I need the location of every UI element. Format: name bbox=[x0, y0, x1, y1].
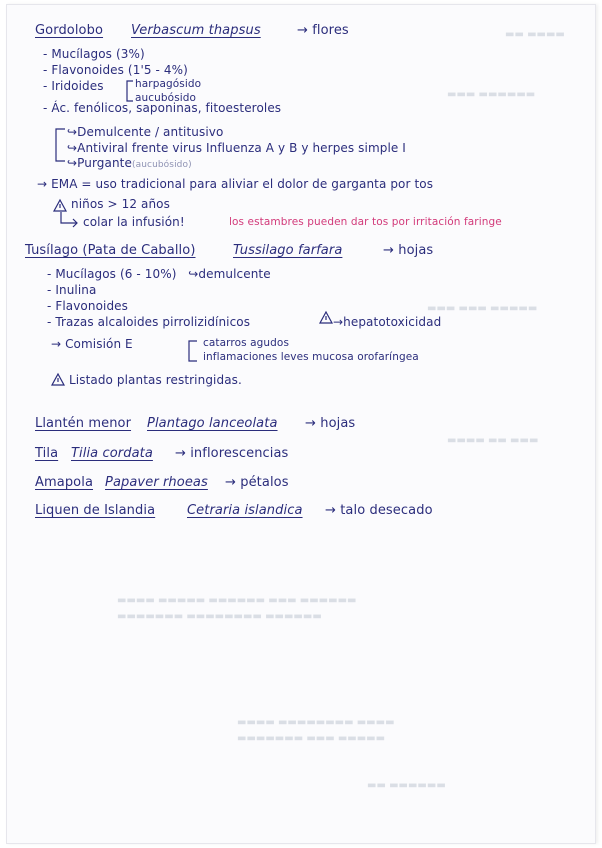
warning-triangle-icon bbox=[51, 373, 65, 386]
mucilagos-action: demulcente bbox=[198, 267, 271, 281]
gordolobo-component: - Ác. fenólicos, saponinas, fitoesteroles bbox=[43, 101, 282, 115]
plant-latin: Cetraria islandica bbox=[187, 503, 303, 518]
iridoides-bracket bbox=[125, 79, 135, 103]
gordolobo-action: ↪Demulcente / antitusivo bbox=[67, 125, 224, 139]
gordolobo-action-text: Antiviral frente virus Influenza A y B y herpes simple I bbox=[77, 141, 406, 155]
gordolobo-latin: Verbascum thapsus bbox=[131, 23, 261, 38]
tusilago-component: - Mucílagos (6 - 10%) ↪demulcente bbox=[47, 267, 271, 281]
tusilago-part: → hojas bbox=[383, 243, 434, 258]
hepatotoxicity-text: hepatotoxicidad bbox=[343, 315, 442, 329]
gordolobo-action: ↪Purgante(aucubósido) bbox=[67, 156, 192, 170]
children-note: niños > 12 años bbox=[71, 197, 170, 211]
notebook-page bbox=[6, 4, 596, 844]
warning-triangle-icon bbox=[319, 311, 333, 324]
gordolobo-component: - Iridoides bbox=[43, 79, 104, 93]
plant-part: → inflorescencias bbox=[175, 446, 289, 461]
infusion-note: colar la infusión! bbox=[83, 215, 185, 229]
iridoides-sub: harpagósido bbox=[135, 78, 202, 90]
bleed-through-text: ▬▬▬ ▬▬▬ ▬▬▬▬▬ bbox=[427, 303, 538, 314]
plant-name: Llantén menor bbox=[35, 416, 132, 431]
gordolobo-name: Gordolobo bbox=[35, 23, 104, 38]
gordolobo-component: - Flavonoides (1'5 - 4%) bbox=[43, 63, 188, 77]
bleed-through-text: ▬▬ ▬▬▬▬ bbox=[505, 29, 565, 40]
plant-part: → talo desecado bbox=[325, 503, 433, 518]
restricted-list-note: Listado plantas restringidas. bbox=[69, 373, 242, 387]
gordolobo-ema: → EMA = uso tradicional para aliviar el dolor de garganta por tos bbox=[37, 177, 434, 191]
comision-label: → Comisión E bbox=[51, 337, 133, 351]
gordolobo-action-text: Purgante bbox=[77, 156, 132, 170]
bleed-through-text: ▬▬▬▬ ▬▬▬▬▬ ▬▬▬▬▬▬ ▬▬▬ ▬▬▬▬▬▬ bbox=[117, 595, 357, 606]
bleed-through-text: ▬▬ ▬▬▬▬▬▬ bbox=[367, 780, 446, 791]
iridoides-sub: aucubósido bbox=[135, 92, 197, 104]
plant-name: Amapola bbox=[35, 475, 94, 490]
tusilago-component: - Flavonoides bbox=[47, 299, 129, 313]
gordolobo-component: - Mucílagos (3%) bbox=[43, 47, 145, 61]
tusilago-component-text: - Mucílagos (6 - 10%) bbox=[47, 267, 177, 281]
tusilago-latin: Tussilago farfara bbox=[233, 243, 343, 258]
gordolobo-part: → flores bbox=[297, 23, 349, 38]
plant-name: Liquen de Islandia bbox=[35, 503, 156, 518]
plant-part: → hojas bbox=[305, 416, 356, 431]
gordolobo-action: ↪Antiviral frente virus Influenza A y B y herpes simple I bbox=[67, 141, 406, 155]
bleed-through-text: ▬▬▬▬ ▬▬ ▬▬▬ bbox=[447, 435, 539, 446]
plant-part: → pétalos bbox=[225, 475, 289, 490]
bleed-through-text: ▬▬▬▬▬▬▬ ▬▬▬▬▬▬▬▬ ▬▬▬▬▬▬ bbox=[117, 611, 322, 622]
bleed-through-text: ▬▬▬▬ ▬▬▬▬▬▬▬▬ ▬▬▬▬ bbox=[237, 717, 395, 728]
bleed-through-text: ▬▬▬ ▬▬▬▬▬▬ bbox=[447, 89, 536, 100]
actions-bracket bbox=[53, 127, 67, 163]
comision-item: inflamaciones leves mucosa orofaríngea bbox=[203, 351, 419, 363]
plant-latin: Plantago lanceolata bbox=[147, 416, 278, 431]
comision-item: catarros agudos bbox=[203, 337, 290, 349]
comision-bracket bbox=[187, 339, 199, 363]
plant-latin: Tilia cordata bbox=[71, 446, 153, 461]
bleed-through-text: ▬▬▬▬▬▬▬ ▬▬▬ ▬▬▬▬▬ bbox=[237, 733, 386, 744]
plant-name: Tila bbox=[35, 446, 59, 461]
infusion-warning: los estambres pueden dar tos por irritación faringe bbox=[229, 216, 502, 228]
purgante-note: (aucubósido) bbox=[131, 160, 192, 170]
hepatotoxicity-note: →hepatotoxicidad bbox=[333, 315, 442, 329]
tusilago-name: Tusílago (Pata de Caballo) bbox=[25, 243, 196, 258]
infusion-arrow bbox=[59, 211, 81, 227]
gordolobo-action-text: Demulcente / antitusivo bbox=[77, 125, 224, 139]
tusilago-component: - Trazas alcaloides pirrolizidínicos bbox=[47, 315, 251, 329]
tusilago-component: - Inulina bbox=[47, 283, 97, 297]
plant-latin: Papaver rhoeas bbox=[105, 475, 208, 490]
